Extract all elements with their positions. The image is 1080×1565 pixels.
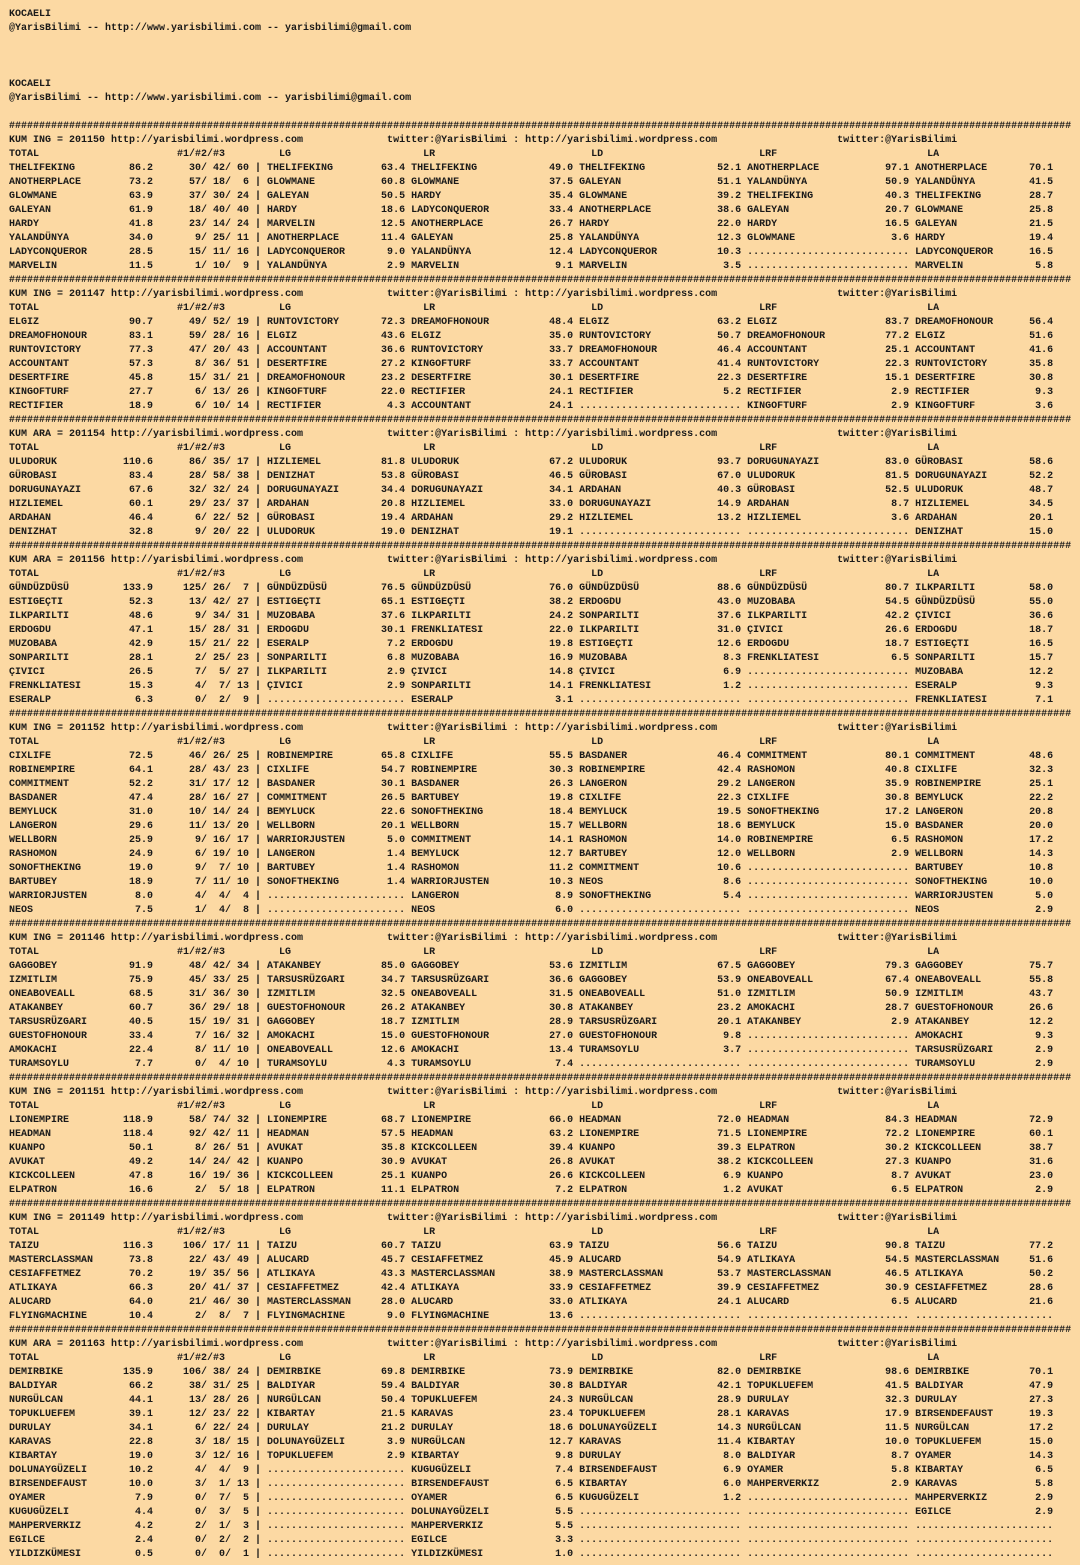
data-row: KUANPO 50.1 8/ 26/ 51 | AVUKAT 35.8 KICKCOLLEEN 39.4 KUANPO 39.3 ELPATRON 30.2 KICKCOLLEEN 38.7	[9, 1143, 1054, 1154]
letterhead	[9, 8, 1080, 120]
section-201147	[9, 274, 1080, 414]
separator-line: #################################################################################################################################################################################	[9, 919, 1072, 930]
data-row: GALEYAN 61.9 18/ 40/ 40 | HARDY 18.6 LADYCONQUEROR 33.4 ANOTHERPLACE 38.6 GALEYAN 20.7 GLOWMANE 25.8	[9, 205, 1054, 216]
data-row: LADYCONQUEROR 28.5 15/ 11/ 16 | LADYCONQUEROR 9.0 YALANDÜNYA 12.4 LADYCONQUEROR 10.3 ........................... LADYCONQUEROR 16.5	[9, 247, 1054, 258]
data-row: HEADMAN 118.4 92/ 42/ 11 | HEADMAN 57.5 HEADMAN 63.2 LIONEMPIRE 71.5 LIONEMPIRE 72.2 LIONEMPIRE 60.1	[9, 1129, 1054, 1140]
data-row: ANOTHERPLACE 73.2 57/ 18/ 6 | GLOWMANE 60.8 GLOWMANE 37.5 GALEYAN 51.1 YALANDÜNYA 50.9 YALANDÜNYA 41.5	[9, 177, 1054, 188]
data-row: ERDOGDU 47.1 15/ 28/ 31 | ERDOGDU 30.1 FRENKLIATESI 22.0 ILKPARILTI 31.0 ÇIVICI 26.6 ERDOGDU 18.7	[9, 625, 1054, 636]
data-row: DREAMOFHONOUR 83.1 59/ 28/ 16 | ELGIZ 43.6 ELGIZ 35.0 RUNTOVICTORY 50.7 DREAMOFHONOUR 77.2 ELGIZ 51.6	[9, 331, 1054, 342]
data-row: ÇIVICI 26.5 7/ 5/ 27 | ILKPARILTI 2.9 ÇIVICI 14.8 ÇIVICI 6.9 ........................... MUZOBABA 12.2	[9, 667, 1054, 678]
data-row: FRENKLIATESI 15.3 4/ 7/ 13 | ÇIVICI 2.9 SONPARILTI 14.1 FRENKLIATESI 1.2 ........................... ESERALP 9.3	[9, 681, 1054, 692]
section-header: KUM ING = 201150 http://yarisbilimi.wordpress.com twitter:@YarisBilimi : http://yarisbilimi.wordpress.com twitter:@YarisBilimi	[9, 135, 958, 146]
data-row: CIXLIFE 72.5 46/ 26/ 25 | ROBINEMPIRE 65.8 CIXLIFE 55.5 BASDANER 46.4 COMMITMENT 80.1 COMMITMENT 48.6	[9, 751, 1054, 762]
data-row: YILDIZKÜMESI 0.5 0/ 0/ 1 | ....................... YILDIZKÜMESI 1.0 ........................... ........................... .......................	[9, 1549, 1054, 1560]
data-row: COMMITMENT 52.2 31/ 17/ 12 | BASDANER 30.1 BASDANER 26.3 LANGERON 29.2 LANGERON 35.9 ROBINEMPIRE 25.1	[9, 779, 1054, 790]
data-row: IZMITLIM 75.9 45/ 33/ 25 | TARSUSRÜZGARI 34.7 TARSUSRÜZGARI 36.6 GAGGOBEY 53.9 ONEABOVEALL 67.4 ONEABOVEALL 55.8	[9, 975, 1054, 986]
data-row: NURGÜLCAN 44.1 13/ 28/ 26 | NURGÜLCAN 50.4 TOPUKLUEFEM 24.3 NURGÜLCAN 28.9 DURULAY 32.3 DURULAY 27.3	[9, 1395, 1054, 1406]
data-row: DURULAY 34.1 6/ 22/ 24 | DURULAY 21.2 DURULAY 18.6 DOLUNAYGÜZELI 14.3 NURGÜLCAN 11.5 NURGÜLCAN 17.2	[9, 1423, 1054, 1434]
section-header: KUM ARA = 201163 http://yarisbilimi.wordpress.com twitter:@YarisBilimi : http://yarisbilimi.wordpress.com twitter:@YarisBilimi	[9, 1339, 958, 1350]
data-row: FLYINGMACHINE 10.4 2/ 8/ 7 | FLYINGMACHINE 9.0 FLYINGMACHINE 13.6 ........................... ........................... .......................	[9, 1311, 1054, 1322]
data-row: BALDIYAR 66.2 38/ 31/ 25 | BALDIYAR 59.4 BALDIYAR 30.8 BALDIYAR 42.1 TOPUKLUEFEM 41.5 BALDIYAR 47.9	[9, 1381, 1054, 1392]
data-row: ARDAHAN 46.4 6/ 22/ 52 | GÜROBASI 19.4 ARDAHAN 29.2 HIZLIEMEL 13.2 HIZLIEMEL 3.6 ARDAHAN 20.1	[9, 513, 1054, 524]
separator-line: #################################################################################################################################################################################	[9, 1199, 1072, 1210]
section-header: KUM ING = 201149 http://yarisbilimi.wordpress.com twitter:@YarisBilimi : http://yarisbilimi.wordpress.com twitter:@YarisBilimi	[9, 1213, 958, 1224]
separator-line: #################################################################################################################################################################################	[9, 1073, 1072, 1084]
data-row: KICKCOLLEEN 47.8 16/ 19/ 36 | KICKCOLLEEN 25.1 KUANPO 26.6 KICKCOLLEEN 6.9 KUANPO 8.7 AVUKAT 23.0	[9, 1171, 1054, 1182]
data-row: DOLUNAYGÜZELI 10.2 4/ 4/ 9 | ....................... KUGUGÜZELI 7.4 BIRSENDEFAUST 6.9 OYAMER 5.8 KIBARTAY 6.5	[9, 1465, 1054, 1476]
data-row: CESIAFFETMEZ 70.2 19/ 35/ 56 | ATLIKAYA 43.3 MASTERCLASSMAN 38.9 MASTERCLASSMAN 53.7 MASTERCLASSMAN 46.5 ATLIKAYA 50.2	[9, 1269, 1054, 1280]
contact-line: @YarisBilimi -- http://www.yarisbilimi.com -- yarisbilimi@gmail.com	[9, 93, 412, 104]
section-201163	[9, 1324, 1080, 1562]
column-header: TOTAL #1/#2/#3 LG LR LD LRF LA	[9, 947, 940, 958]
data-row: ESTIGEÇTI 52.3 13/ 42/ 27 | ESTIGEÇTI 65.1 ESTIGEÇTI 38.2 ERDOGDU 43.0 MUZOBABA 54.5 GÜNDÜZDÜSÜ 55.0	[9, 597, 1054, 608]
column-header: TOTAL #1/#2/#3 LG LR LD LRF LA	[9, 1353, 940, 1364]
data-row: AVUKAT 49.2 14/ 24/ 42 | KUANPO 30.9 AVUKAT 26.8 AVUKAT 38.2 KICKCOLLEEN 27.3 KUANPO 31.6	[9, 1157, 1054, 1168]
data-row: BEMYLUCK 31.0 10/ 14/ 24 | BEMYLUCK 22.6 SONOFTHEKING 18.4 BEMYLUCK 19.5 SONOFTHEKING 17.2 LANGERON 20.8	[9, 807, 1054, 818]
data-row: NEOS 7.5 1/ 4/ 8 | ....................... NEOS 6.0 ........................... ........................... NEOS 2.9	[9, 905, 1054, 916]
data-row: DEMIRBIKE 135.9 106/ 38/ 24 | DEMIRBIKE 69.8 DEMIRBIKE 73.9 DEMIRBIKE 82.0 DEMIRBIKE 98.6 DEMIRBIKE 70.1	[9, 1367, 1054, 1378]
column-header: TOTAL #1/#2/#3 LG LR LD LRF LA	[9, 443, 940, 454]
separator-line: #################################################################################################################################################################################	[9, 415, 1072, 426]
section-201149	[9, 1198, 1080, 1324]
data-row: MAHPERVERKIZ 4.2 2/ 1/ 3 | ....................... MAHPERVERKIZ 5.5 ........................... ........................... .......................	[9, 1521, 1054, 1532]
blank-space	[9, 106, 1080, 120]
separator-line: #################################################################################################################################################################################	[9, 275, 1072, 286]
data-row: AMOKACHI 22.4 8/ 11/ 10 | ONEABOVEALL 12.6 AMOKACHI 13.4 TURAMSOYLU 3.7 ........................... TARSUSRÜZGARI 2.9	[9, 1045, 1054, 1056]
data-row: ROBINEMPIRE 64.1 28/ 43/ 23 | CIXLIFE 54.7 ROBINEMPIRE 30.3 ROBINEMPIRE 42.4 RASHOMON 40.8 CIXLIFE 32.3	[9, 765, 1054, 776]
data-row: RUNTOVICTORY 77.3 47/ 20/ 43 | ACCOUNTANT 36.6 RUNTOVICTORY 33.7 DREAMOFHONOUR 46.4 ACCOUNTANT 25.1 ACCOUNTANT 41.6	[9, 345, 1054, 356]
section-201152	[9, 708, 1080, 918]
column-header: TOTAL #1/#2/#3 LG LR LD LRF LA	[9, 737, 940, 748]
contact-line: @YarisBilimi -- http://www.yarisbilimi.com -- yarisbilimi@gmail.com	[9, 23, 412, 34]
section-201151	[9, 1072, 1080, 1198]
data-row: RECTIFIER 18.9 6/ 10/ 14 | RECTIFIER 4.3 ACCOUNTANT 24.1 ........................... KINGOFTURF 2.9 KINGOFTURF 3.6	[9, 401, 1054, 412]
data-row: ULUDORUK 110.6 86/ 35/ 17 | HIZLIEMEL 81.8 ULUDORUK 67.2 ULUDORUK 93.7 DORUGUNAYAZI 83.0 GÜROBASI 58.6	[9, 457, 1054, 468]
data-row: GAGGOBEY 91.9 48/ 42/ 34 | ATAKANBEY 85.0 GAGGOBEY 53.6 IZMITLIM 67.5 GAGGOBEY 79.3 GAGGOBEY 75.7	[9, 961, 1054, 972]
data-row: HIZLIEMEL 60.1 29/ 23/ 37 | ARDAHAN 20.8 HIZLIEMEL 33.0 DORUGUNAYAZI 14.9 ARDAHAN 8.7 HIZLIEMEL 34.5	[9, 499, 1054, 510]
data-row: KUGUGÜZELI 4.4 0/ 3/ 5 | ....................... DOLUNAYGÜZELI 5.5 ........................... ........................... EGILCE 2.9	[9, 1507, 1054, 1518]
city-title: KOCAELI	[9, 9, 52, 20]
data-row: DENIZHAT 32.8 9/ 20/ 22 | ULUDORUK 19.0 DENIZHAT 19.1 ........................... ........................... DENIZHAT 15.0	[9, 527, 1054, 538]
section-201146	[9, 918, 1080, 1072]
blank-space	[9, 36, 1080, 78]
data-row: TARSUSRÜZGARI 40.5 15/ 19/ 31 | GAGGOBEY 18.7 IZMITLIM 28.9 TARSUSRÜZGARI 20.1 ATAKANBEY 2.9 ATAKANBEY 12.2	[9, 1017, 1054, 1028]
data-row: BARTUBEY 18.9 7/ 11/ 10 | SONOFTHEKING 1.4 WARRIORJUSTEN 10.3 NEOS 8.6 ........................... SONOFTHEKING 10.0	[9, 877, 1054, 888]
section-header: KUM ING = 201151 http://yarisbilimi.wordpress.com twitter:@YarisBilimi : http://yarisbilimi.wordpress.com twitter:@YarisBilimi	[9, 1087, 958, 1098]
data-row: DORUGUNAYAZI 67.6 32/ 32/ 24 | DORUGUNAYAZI 34.4 DORUGUNAYAZI 34.1 ARDAHAN 40.3 GÜROBASI 52.5 ULUDORUK 48.7	[9, 485, 1054, 496]
data-row: OYAMER 7.9 0/ 7/ 5 | ....................... OYAMER 6.5 KUGUGÜZELI 1.2 ........................... MAHPERVERKIZ 2.9	[9, 1493, 1054, 1504]
data-row: KIBARTAY 19.0 3/ 12/ 16 | TOPUKLUEFEM 2.9 KIBARTAY 9.8 DURULAY 8.0 BALDIYAR 8.7 OYAMER 14.3	[9, 1451, 1054, 1462]
data-row: KARAVAS 22.8 3/ 18/ 15 | DOLUNAYGÜZELI 3.9 NURGÜLCAN 12.7 KARAVAS 11.4 KIBARTAY 10.0 TOPUKLUEFEM 15.0	[9, 1437, 1054, 1448]
data-row: GÜNDÜZDÜSÜ 133.9 125/ 26/ 7 | GÜNDÜZDÜSÜ 76.5 GÜNDÜZDÜSÜ 76.0 GÜNDÜZDÜSÜ 88.6 GÜNDÜZDÜSÜ 80.7 ILKPARILTI 58.0	[9, 583, 1054, 594]
separator-line: #################################################################################################################################################################################	[9, 1325, 1072, 1336]
data-row: MUZOBABA 42.9 15/ 21/ 22 | ESERALP 7.2 ERDOGDU 19.8 ESTIGEÇTI 12.6 ERDOGDU 18.7 ESTIGEÇTI 16.5	[9, 639, 1054, 650]
city-title: KOCAELI	[9, 79, 52, 90]
data-row: ELGIZ 90.7 49/ 52/ 19 | RUNTOVICTORY 72.3 DREAMOFHONOUR 48.4 ELGIZ 63.2 ELGIZ 83.7 DREAMOFHONOUR 56.4	[9, 317, 1054, 328]
column-header: TOTAL #1/#2/#3 LG LR LD LRF LA	[9, 1101, 940, 1112]
column-header: TOTAL #1/#2/#3 LG LR LD LRF LA	[9, 569, 940, 580]
section-header: KUM ING = 201146 http://yarisbilimi.wordpress.com twitter:@YarisBilimi : http://yarisbilimi.wordpress.com twitter:@YarisBilimi	[9, 933, 958, 944]
data-row: ESERALP 6.3 0/ 2/ 9 | ....................... ESERALP 3.1 ........................... ........................... FRENKLIATESI 7.1	[9, 695, 1054, 706]
data-row: GÜROBASI 83.4 28/ 58/ 38 | DENIZHAT 53.8 GÜROBASI 46.5 GÜROBASI 67.0 ULUDORUK 81.5 DORUGUNAYAZI 52.2	[9, 471, 1054, 482]
data-row: SONPARILTI 28.1 2/ 25/ 23 | SONPARILTI 6.8 MUZOBABA 16.9 MUZOBABA 8.3 FRENKLIATESI 6.5 SONPARILTI 15.7	[9, 653, 1054, 664]
data-row: ACCOUNTANT 57.3 8/ 36/ 51 | DESERTFIRE 27.2 KINGOFTURF 33.7 ACCOUNTANT 41.4 RUNTOVICTORY 22.3 RUNTOVICTORY 35.8	[9, 359, 1054, 370]
data-row: MASTERCLASSMAN 73.8 22/ 43/ 49 | ALUCARD 45.7 CESIAFFETMEZ 45.9 ALUCARD 54.9 ATLIKAYA 54.5 MASTERCLASSMAN 51.6	[9, 1255, 1054, 1266]
data-row: ALUCARD 64.0 21/ 46/ 30 | MASTERCLASSMAN 28.0 ALUCARD 33.0 ATLIKAYA 24.1 ALUCARD 6.5 ALUCARD 21.6	[9, 1297, 1054, 1308]
section-201154	[9, 414, 1080, 540]
data-row: YALANDÜNYA 34.0 9/ 25/ 11 | ANOTHERPLACE 11.4 GALEYAN 25.8 YALANDÜNYA 12.3 GLOWMANE 3.6 HARDY 19.4	[9, 233, 1054, 244]
section-201156	[9, 540, 1080, 708]
data-row: EGILCE 2.4 0/ 2/ 2 | ....................... EGILCE 3.3 ........................... ........................... .......................	[9, 1535, 1054, 1546]
data-row: BIRSENDEFAUST 10.0 3/ 1/ 13 | ....................... BIRSENDEFAUST 6.5 KIBARTAY 6.0 MAHPERVERKIZ 2.9 KARAVAS 5.8	[9, 1479, 1054, 1490]
data-row: RASHOMON 24.9 6/ 19/ 10 | LANGERON 1.4 BEMYLUCK 12.7 BARTUBEY 12.0 WELLBORN 2.9 WELLBORN 14.3	[9, 849, 1054, 860]
section-201150	[9, 120, 1080, 274]
section-header: KUM ING = 201147 http://yarisbilimi.wordpress.com twitter:@YarisBilimi : http://yarisbilimi.wordpress.com twitter:@YarisBilimi	[9, 289, 958, 300]
data-row: TURAMSOYLU 7.7 0/ 4/ 10 | TURAMSOYLU 4.3 TURAMSOYLU 7.4 ........................... ........................... TURAMSOYLU 2.9	[9, 1059, 1054, 1070]
data-row: ATAKANBEY 60.7 36/ 29/ 18 | GUESTOFHONOUR 26.2 ATAKANBEY 30.8 ATAKANBEY 23.2 AMOKACHI 28.7 GUESTOFHONOUR 26.6	[9, 1003, 1054, 1014]
separator-line: #################################################################################################################################################################################	[9, 541, 1072, 552]
data-row: GLOWMANE 63.9 37/ 30/ 24 | GALEYAN 50.5 HARDY 35.4 GLOWMANE 39.2 THELIFEKING 40.3 THELIFEKING 28.7	[9, 191, 1054, 202]
race-sections	[9, 120, 1080, 1562]
data-row: WELLBORN 25.9 9/ 16/ 17 | WARRIORJUSTEN 5.0 COMMITMENT 14.1 RASHOMON 14.0 ROBINEMPIRE 6.5 RASHOMON 17.2	[9, 835, 1054, 846]
data-row: LIONEMPIRE 118.9 58/ 74/ 32 | LIONEMPIRE 68.7 LIONEMPIRE 66.0 HEADMAN 72.0 HEADMAN 84.3 HEADMAN 72.9	[9, 1115, 1054, 1126]
data-row: ELPATRON 16.6 2/ 5/ 18 | ELPATRON 11.1 ELPATRON 7.2 ELPATRON 1.2 AVUKAT 6.5 ELPATRON 2.9	[9, 1185, 1054, 1196]
data-row: DESERTFIRE 45.8 15/ 31/ 21 | DREAMOFHONOUR 23.2 DESERTFIRE 30.1 DESERTFIRE 22.3 DESERTFIRE 15.1 DESERTFIRE 30.8	[9, 373, 1054, 384]
data-row: SONOFTHEKING 19.0 9/ 7/ 10 | BARTUBEY 1.4 RASHOMON 11.2 COMMITMENT 10.6 ........................... BARTUBEY 10.8	[9, 863, 1054, 874]
separator-line: #################################################################################################################################################################################	[9, 709, 1072, 720]
data-row: ONEABOVEALL 68.5 31/ 36/ 30 | IZMITLIM 32.5 ONEABOVEALL 31.5 ONEABOVEALL 51.0 IZMITLIM 50.9 IZMITLIM 43.7	[9, 989, 1054, 1000]
data-row: GUESTOFHONOUR 33.4 7/ 16/ 32 | AMOKACHI 15.0 GUESTOFHONOUR 27.0 GUESTOFHONOUR 9.8 ........................... AMOKACHI 9.3	[9, 1031, 1054, 1042]
separator-line: #################################################################################################################################################################################	[9, 121, 1072, 132]
section-header: KUM ARA = 201156 http://yarisbilimi.wordpress.com twitter:@YarisBilimi : http://yarisbilimi.wordpress.com twitter:@YarisBilimi	[9, 555, 958, 566]
column-header: TOTAL #1/#2/#3 LG LR LD LRF LA	[9, 149, 940, 160]
data-row: BASDANER 47.4 28/ 16/ 27 | COMMITMENT 26.5 BARTUBEY 19.8 CIXLIFE 22.3 CIXLIFE 30.8 BEMYLUCK 22.2	[9, 793, 1054, 804]
data-row: TOPUKLUEFEM 39.1 12/ 23/ 22 | KIBARTAY 21.5 KARAVAS 23.4 TOPUKLUEFEM 28.1 KARAVAS 17.9 BIRSENDEFAUST 19.3	[9, 1409, 1054, 1420]
section-header: KUM ING = 201152 http://yarisbilimi.wordpress.com twitter:@YarisBilimi : http://yarisbilimi.wordpress.com twitter:@YarisBilimi	[9, 723, 958, 734]
data-row: ILKPARILTI 48.6 9/ 34/ 31 | MUZOBABA 37.6 ILKPARILTI 24.2 SONPARILTI 37.6 ILKPARILTI 42.2 ÇIVICI 36.6	[9, 611, 1054, 622]
data-row: THELIFEKING 86.2 30/ 42/ 60 | THELIFEKING 63.4 THELIFEKING 49.0 THELIFEKING 52.1 ANOTHERPLACE 97.1 ANOTHERPLACE 70.1	[9, 163, 1054, 174]
column-header: TOTAL #1/#2/#3 LG LR LD LRF LA	[9, 303, 940, 314]
data-row: KINGOFTURF 27.7 6/ 13/ 26 | KINGOFTURF 22.0 RECTIFIER 24.1 RECTIFIER 5.2 RECTIFIER 2.9 RECTIFIER 9.3	[9, 387, 1054, 398]
data-row: WARRIORJUSTEN 8.0 4/ 4/ 4 | ....................... LANGERON 8.9 SONOFTHEKING 5.4 ........................... WARRIORJUSTEN 5.0	[9, 891, 1054, 902]
data-row: HARDY 41.8 23/ 14/ 24 | MARVELIN 12.5 ANOTHERPLACE 26.7 HARDY 22.0 HARDY 16.5 GALEYAN 21.5	[9, 219, 1054, 230]
data-row: MARVELIN 11.5 1/ 10/ 9 | YALANDÜNYA 2.9 MARVELIN 9.1 MARVELIN 3.5 ........................... MARVELIN 5.8	[9, 261, 1054, 272]
column-header: TOTAL #1/#2/#3 LG LR LD LRF LA	[9, 1227, 940, 1238]
data-row: TAIZU 116.3 106/ 17/ 11 | TAIZU 60.7 TAIZU 63.9 TAIZU 56.6 TAIZU 90.8 TAIZU 77.2	[9, 1241, 1054, 1252]
data-row: ATLIKAYA 66.3 20/ 41/ 37 | CESIAFFETMEZ 42.4 ATLIKAYA 33.9 CESIAFFETMEZ 39.9 CESIAFFETMEZ 30.9 CESIAFFETMEZ 28.6	[9, 1283, 1054, 1294]
section-header: KUM ARA = 201154 http://yarisbilimi.wordpress.com twitter:@YarisBilimi : http://yarisbilimi.wordpress.com twitter:@YarisBilimi	[9, 429, 958, 440]
data-row: LANGERON 29.6 11/ 13/ 20 | WELLBORN 20.1 WELLBORN 15.7 WELLBORN 18.6 BEMYLUCK 15.0 BASDANER 20.0	[9, 821, 1054, 832]
